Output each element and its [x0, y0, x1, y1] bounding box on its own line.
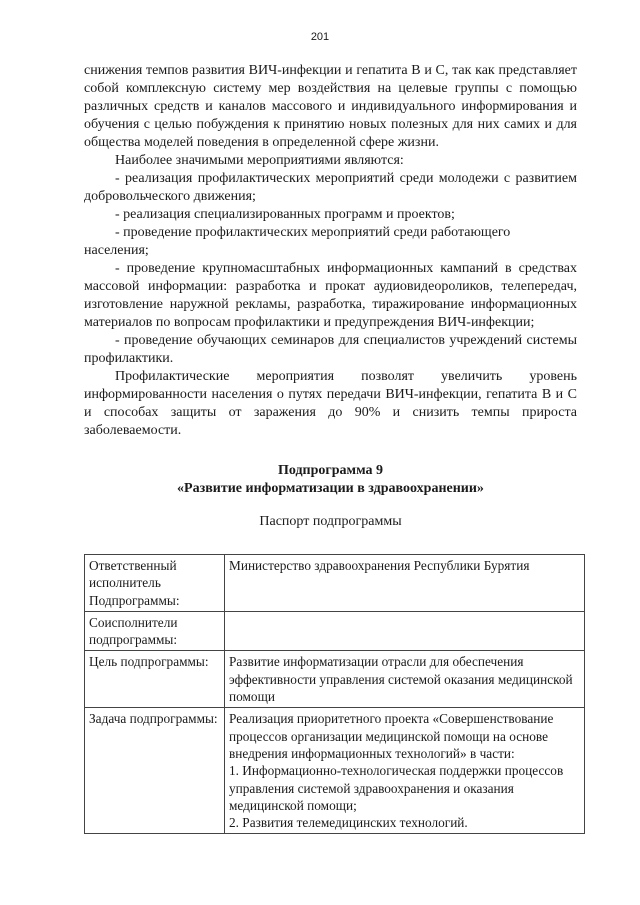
row-value-line: 2. Развития телемедицинских технологий.	[229, 815, 468, 831]
row-label-task: Задача подпрограммы:	[85, 708, 225, 834]
row-value-goal	[225, 651, 585, 708]
row-value-responsible	[225, 555, 585, 612]
passport-title: Паспорт подпрограммы	[259, 514, 402, 529]
row-value-line: Реализация приоритетного проекта «Совершенствование процессов организации медицинской помощи на основе внедрения информационных технологий» в части:	[229, 711, 554, 761]
subprogram-name: «Развитие информатизации в здравоохранении»	[177, 481, 484, 496]
measure-item-programs: - реализация специализированных программ и проектов;	[115, 207, 455, 222]
measure-item-youth: - реализация профилактических мероприятий среди молодежи с развитием добровольческого движения;	[84, 171, 577, 204]
row-value-line: Министерство здравоохранения Республики Бурятия	[229, 558, 530, 573]
subprogram-heading	[84, 462, 577, 498]
table-row	[85, 611, 585, 651]
row-value-line: 1. Информационно-технологическая поддержки процессов управления системой здравоохранения и оказания медицинской помощи;	[229, 763, 564, 813]
paragraph-intro: снижения темпов развития ВИЧ-инфекции и гепатита В и С, так как представляет собой комплексную систему мер воздействия на целевые группы с помощью различных средств и каналов массового и индивидуального информирования и обучения с целью побуждения к принятию новых полезных для них самих и для общества моделей поведения в определенной сфере жизни.	[84, 63, 577, 150]
page-number: 201	[310, 31, 330, 43]
row-value-task	[225, 708, 585, 834]
row-label-co-executors: Соисполнители подпрограммы:	[85, 611, 225, 651]
table-row	[85, 651, 585, 708]
paragraph-measures-heading: Наиболее значимыми мероприятиями являются:	[115, 153, 404, 168]
subprogram-title: Подпрограмма 9	[277, 463, 384, 478]
row-label-responsible: Ответственный исполнитель Подпрограммы:	[85, 555, 225, 612]
measure-item-seminars: - проведение обучающих семинаров для специалистов учреждений системы профилактики.	[84, 333, 577, 366]
table-row	[85, 708, 585, 834]
row-value-line: Развитие информатизации отрасли для обеспечения эффективности управления системой оказания медицинской помощи	[229, 654, 573, 705]
body-text	[84, 62, 577, 440]
row-label-goal: Цель подпрограммы:	[85, 651, 225, 708]
passport-table	[84, 554, 585, 834]
table-row	[85, 555, 585, 612]
measure-item-working-population: - проведение профилактических мероприятий среди работающего населения;	[84, 225, 511, 258]
row-value-co-executors	[225, 611, 585, 651]
measure-item-media-campaigns: - проведение крупномасштабных информационных кампаний в средствах массовой информации: разработка и прокат аудиовидеороликов, телепередач, изготовление наружной рекламы, разработка, тиражирование информационных материалов по вопросам профилактики и предупреждения ВИЧ-инфекции;	[84, 261, 577, 330]
paragraph-outcome: Профилактические мероприятия позволят увеличить уровень информированности населения о путях передачи ВИЧ-инфекции, гепатита В и С и способах защиты от заражения до 90% и снизить темпы прироста заболеваемости.	[84, 369, 577, 438]
